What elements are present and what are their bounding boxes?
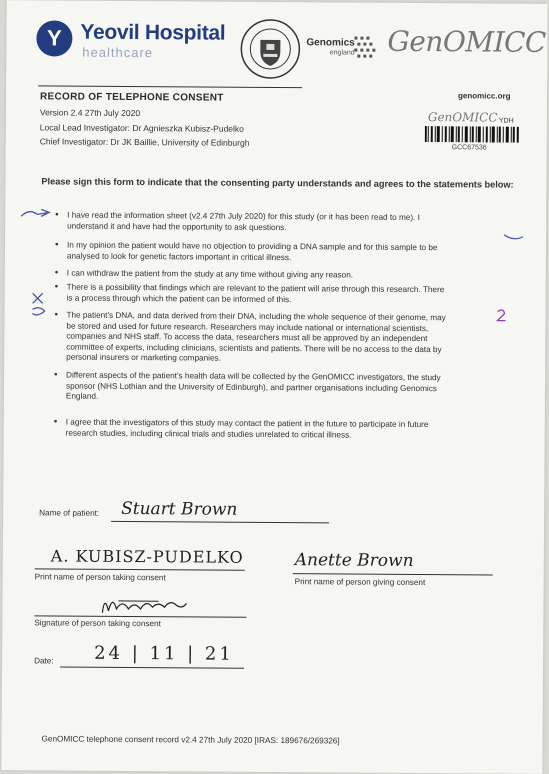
giver-print-line <box>293 573 493 575</box>
statement-line: research studies, including clinical trials and studies unrelated to critical illness. <box>65 428 352 440</box>
website-url: genomicc.org <box>458 91 511 101</box>
date-line <box>60 667 244 669</box>
local-lead-investigator: Local Lead Investigator: Dr Agnieszka Kubisz-Pudelko <box>39 122 244 134</box>
genomics-subtitle: england <box>329 49 355 57</box>
giver-print-handwritten: Anette Brown <box>294 550 414 571</box>
consent-statement <box>67 283 517 307</box>
consent-statement <box>67 269 517 283</box>
taker-print-handwritten: A. KUBISZ-PUDELKO <box>50 546 244 567</box>
hospital-name: Yeovil Hospital <box>80 20 226 45</box>
genomicc-logo: GenOMICC <box>387 24 547 59</box>
date-handwritten: 24 | 11 | 21 <box>94 642 234 665</box>
barcode-icon <box>425 126 520 143</box>
initial-mark-icon <box>503 232 525 242</box>
taker-print-line <box>35 568 245 570</box>
patient-name-line <box>111 521 329 524</box>
statement-line: sponsor (NHS Lothian and the University of Edinburgh), and partner organisations including Genomics <box>65 381 437 393</box>
chief-investigator: Chief Investigator: Dr JK Baillie, University of Edinburgh <box>39 136 250 148</box>
taker-signature-label: Signature of person taking consent <box>34 618 161 629</box>
date-label: Date: <box>34 656 54 666</box>
initial-mark-icon <box>28 289 48 319</box>
consent-statement <box>66 311 516 367</box>
genomics-title: Genomics <box>306 37 355 49</box>
statement-line: companies and NHS staff. To access the data, researchers must all be approved by an independent <box>66 331 428 344</box>
statement-line: personal insurers or marketing companies. <box>66 352 221 363</box>
instruction-text: Please sign this form to indicate that the consenting party understands and agrees to the statements below: <box>41 176 514 190</box>
statement-line: England. <box>65 391 99 401</box>
statement-line: • I agree that the investigators of this study may contact the patient in the future to participate in future <box>65 417 429 430</box>
statement-line: be stored and used for future research. Researchers may include national or international scientists, <box>66 321 429 333</box>
consent-statement <box>66 418 516 442</box>
statement-line: • The patient's DNA, and data derived from their DNA, including the whole sequence of their genome, may <box>66 310 446 323</box>
statement-line: analysed to look for genetic factors important in critical illness. <box>66 251 292 262</box>
patient-name-label: Name of patient: <box>39 508 100 518</box>
record-version: Version 2.4 27th July 2020 <box>39 107 141 119</box>
genomics-england-logo <box>306 38 354 58</box>
consent-form-page <box>1 0 547 774</box>
dna-dots-icon <box>352 35 378 63</box>
record-title: RECORD OF TELEPHONE CONSENT <box>39 91 224 104</box>
statement-line: understand it and have had the opportunity to ask questions. <box>67 221 287 232</box>
initial-mark-icon <box>19 206 51 222</box>
statement-line: committee of experts, including clinicians, scientists and patients. There will be no access to the data by <box>66 342 442 354</box>
hospital-subtitle: healthcare <box>82 44 154 61</box>
consent-statement <box>67 211 517 235</box>
patient-name-handwritten: Stuart Brown <box>121 498 238 520</box>
giver-print-label: Print name of person giving consent <box>294 577 426 588</box>
consent-statement <box>67 241 517 265</box>
statement-line: • In my opinion the patient would have no objection to providing a DNA sample and for this sample to be <box>66 240 438 253</box>
statement-line: • I can withdraw the patient from the study at any time without giving any reason. <box>66 268 354 280</box>
footer-text: GenOMICC telephone consent record v2.4 27th July 2020 [IRAS: 189676/269326] <box>41 734 340 746</box>
label-logo: GenOMICC <box>427 110 498 125</box>
taker-print-label: Print name of person taking consent <box>34 572 166 583</box>
statement-line: • Different aspects of the patient's health data will be collected by the GenOMICC investigators, the study <box>66 370 441 383</box>
university-crest-icon <box>239 18 301 80</box>
initial-mark-icon <box>494 308 508 324</box>
record-header-rule <box>38 85 302 88</box>
statement-line: is a process through which the patient can be informed of this. <box>66 293 292 304</box>
label-site-code: YDH <box>498 117 514 125</box>
consent-statement <box>66 371 516 406</box>
statement-line: • I have read the information sheet (v2.4 27th July 2020) for this study (or it has been read to me). I <box>67 210 420 223</box>
statement-line: • There is a possibility that findings which are relevant to the patient will arise through this research. There <box>66 282 445 295</box>
yeovil-logo-icon: Y <box>36 20 72 56</box>
label-id: GCC67536 <box>451 144 487 152</box>
